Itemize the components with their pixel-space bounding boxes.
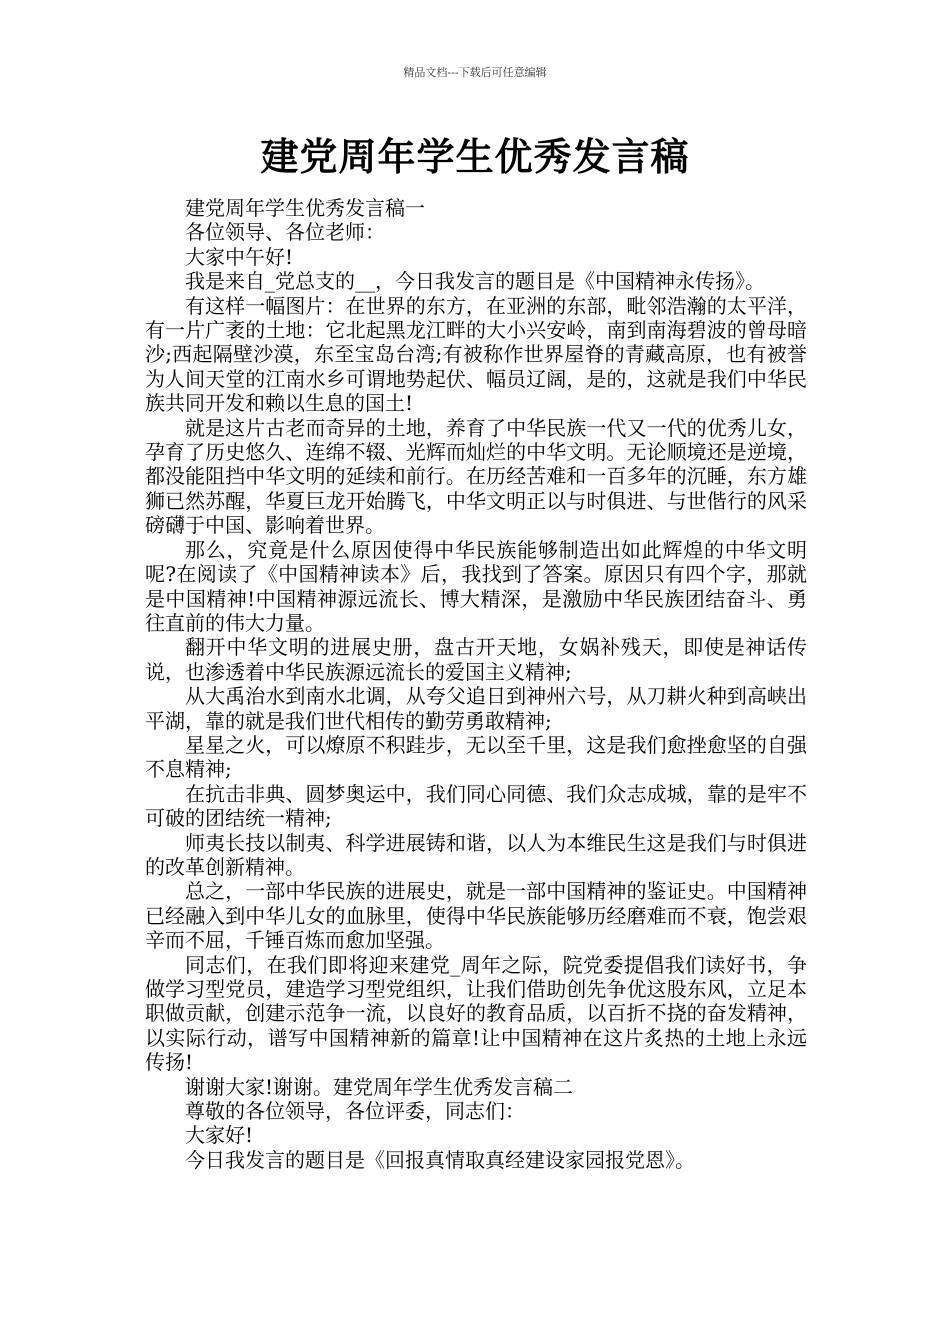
paragraph: 就是这片古老而奇异的土地，养育了中华民族一代又一代的优秀儿女，孕育了历史悠久、连绵不辍、光辉而灿烂的中华文明。无论顺境还是逆境，都没能阻挡中华文明的延续和前行。在历经苦难和一百多年的沉睡，东方雄狮已然苏醒，华夏巨龙开始腾飞，中华文明正以与时俱进、与世偕行的风采磅礴于中国、影响着世界。 [145,415,807,538]
paragraph: 同志们，在我们即将迎来建党_周年之际，院党委提倡我们读好书，争做学习型党员，建造学习型党组织，让我们借助创先争优这股东风，立足本职做贡献，创建示范争一流，以良好的教育品质，以百折不挠的奋发精神，以实际行动，谱写中国精神新的篇章!让中国精神在这片炙热的土地上永远传扬! [145,952,807,1075]
page-header-note: 精品文档---下载后可任意编辑 [403,66,547,79]
paragraph: 今日我发言的题目是《回报真情取真经建设家园报党恩》。 [185,1147,695,1172]
paragraph: 有这样一幅图片：在世界的东方，在亚洲的东部，毗邻浩瀚的太平洋，有一片广袤的土地：它北起黑龙江畔的大小兴安岭，南到南海碧波的曾母暗沙;西起隔壁沙漠，东至宝岛台湾;有被称作世界屋脊的青藏高原，也有被誉为人间天堂的江南水乡可谓地势起伏、幅员辽阔，是的，这就是我们中华民族共同开发和赖以生息的国土! [145,293,807,416]
paragraph: 大家中午好! [185,244,294,269]
paragraph: 大家好! [185,1123,254,1148]
paragraph: 从大禹治水到南水北调，从夸父追日到神州六号，从刀耕火种到高峡出平湖，靠的就是我们世代相传的勤劳勇敢精神; [145,684,807,733]
paragraph: 各位领导、各位老师： [185,220,385,245]
paragraph: 师夷长技以制夷、科学进展铸和谐，以人为本维民生这是我们与时俱进的改革创新精神。 [145,830,807,879]
paragraph: 在抗击非典、圆梦奥运中，我们同心同德、我们众志成城，靠的是牢不可破的团结统一精神; [145,781,807,831]
document-body [145,196,807,1172]
paragraph: 尊敬的各位领导，各位评委，同志们： [185,1099,525,1124]
paragraph: 总之，一部中华民族的进展史，就是一部中国精神的鉴证史。中国精神已经融入到中华儿女的血脉里，使得中华民族能够历经磨难而不衰，饱尝艰辛而不屈，千锤百炼而愈加坚强。 [145,879,807,953]
paragraph: 那么，究竟是什么原因使得中华民族能够制造出如此辉煌的中华文明呢?在阅读了《中国精神读本》后，我找到了答案。原因只有四个字，那就是中国精神!中国精神源远流长、博大精深，是激励中华民族团结奋斗、勇往直前的伟大力量。 [145,537,807,635]
document-title: 建党周年学生优秀发言稿 [260,135,690,179]
paragraph: 建党周年学生优秀发言稿一 [185,196,425,220]
paragraph: 谢谢大家!谢谢。建党周年学生优秀发言稿二 [185,1074,574,1099]
paragraph: 我是来自_党总支的__，今日我发言的题目是《中国精神永传扬》。 [185,269,765,294]
paragraph: 星星之火，可以燎原不积跬步，无以至千里，这是我们愈挫愈坚的自强不息精神; [145,732,807,782]
paragraph: 翻开中华文明的进展史册，盘古开天地，女娲补残天，即使是神话传说，也渗透着中华民族源远流长的爱国主义精神; [145,635,807,684]
